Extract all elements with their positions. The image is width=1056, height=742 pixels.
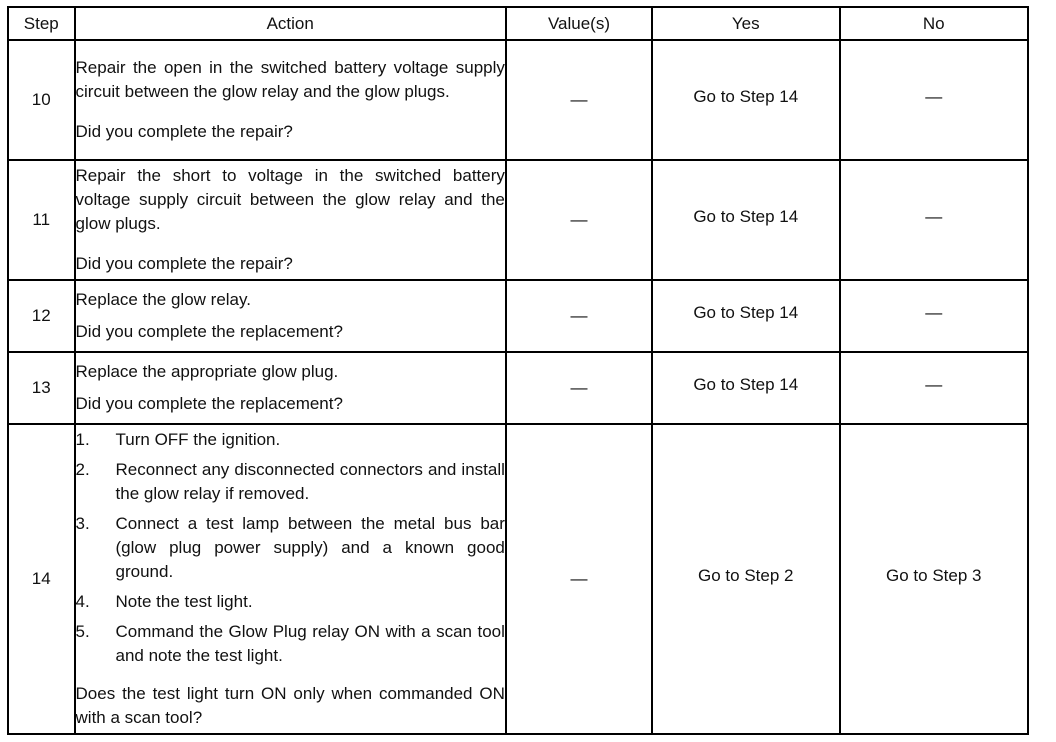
no-result: — bbox=[925, 87, 943, 106]
table-row bbox=[8, 40, 1028, 160]
header-action: Action bbox=[75, 7, 506, 40]
substep-number: 2. bbox=[75, 460, 90, 479]
header-yes: Yes bbox=[652, 7, 839, 40]
substep-text: Note the test light. bbox=[115, 592, 253, 611]
header-values: Value(s) bbox=[506, 7, 652, 40]
yes-cell bbox=[652, 280, 839, 352]
no-cell bbox=[840, 424, 1029, 734]
action-text: Replace the glow relay. bbox=[75, 290, 251, 309]
substep-text: Reconnect any disconnected connectors and install the glow relay if removed. bbox=[115, 460, 505, 503]
list-item bbox=[76, 458, 505, 506]
substep-number: 1. bbox=[75, 430, 90, 449]
no-cell bbox=[840, 280, 1029, 352]
no-result: Go to Step 3 bbox=[886, 566, 982, 585]
step-number: 11 bbox=[8, 160, 75, 280]
yes-result: Go to Step 2 bbox=[698, 566, 794, 585]
yes-result: Go to Step 14 bbox=[693, 207, 799, 226]
action-text: Repair the short to voltage in the switched battery voltage supply circuit between the glow relay and the glow plugs. bbox=[75, 166, 505, 233]
value-cell: — bbox=[506, 424, 652, 734]
yes-result: Go to Step 14 bbox=[693, 303, 799, 322]
header-no: No bbox=[840, 7, 1029, 40]
action-text: Replace the appropriate glow plug. bbox=[75, 362, 339, 381]
step-number: 13 bbox=[8, 352, 75, 424]
action-question: Did you complete the replacement? bbox=[75, 394, 343, 413]
substep-number: 5. bbox=[75, 622, 90, 641]
value-cell: — bbox=[506, 280, 652, 352]
yes-result: Go to Step 14 bbox=[693, 87, 799, 106]
no-result: — bbox=[925, 303, 943, 322]
no-result: — bbox=[925, 375, 943, 394]
yes-cell bbox=[652, 160, 839, 280]
yes-cell bbox=[652, 352, 839, 424]
diagnostic-table bbox=[7, 6, 1029, 735]
list-item bbox=[76, 620, 505, 668]
substep-list bbox=[76, 428, 505, 668]
header-step: Step bbox=[8, 7, 75, 40]
no-cell bbox=[840, 352, 1029, 424]
substep-text: Connect a test lamp between the metal bus bar (glow plug power supply) and a known good ground. bbox=[115, 514, 505, 581]
step-number: 12 bbox=[8, 280, 75, 352]
list-item bbox=[76, 590, 505, 614]
header-row bbox=[8, 7, 1028, 40]
step-number: 14 bbox=[8, 424, 75, 734]
no-result: — bbox=[925, 207, 943, 226]
substep-text: Command the Glow Plug relay ON with a scan tool and note the test light. bbox=[115, 622, 505, 665]
step-number: 10 bbox=[8, 40, 75, 160]
value-cell: — bbox=[506, 352, 652, 424]
action-cell bbox=[75, 160, 506, 280]
no-cell bbox=[840, 40, 1029, 160]
yes-cell bbox=[652, 424, 839, 734]
action-cell bbox=[75, 352, 506, 424]
action-cell bbox=[75, 40, 506, 160]
value-cell: — bbox=[506, 160, 652, 280]
substep-text: Turn OFF the ignition. bbox=[115, 430, 281, 449]
action-question: Does the test light turn ON only when commanded ON with a scan tool? bbox=[75, 684, 505, 727]
action-question: Did you complete the replacement? bbox=[75, 322, 343, 341]
table-row bbox=[8, 424, 1028, 734]
action-cell bbox=[75, 424, 506, 734]
substep-number: 3. bbox=[75, 514, 90, 533]
action-cell bbox=[75, 280, 506, 352]
action-question: Did you complete the repair? bbox=[75, 122, 293, 141]
list-item bbox=[76, 512, 505, 584]
action-question: Did you complete the repair? bbox=[75, 254, 293, 273]
table-row bbox=[8, 352, 1028, 424]
no-cell bbox=[840, 160, 1029, 280]
value-cell: — bbox=[506, 40, 652, 160]
list-item bbox=[76, 428, 505, 452]
table-row bbox=[8, 280, 1028, 352]
yes-cell bbox=[652, 40, 839, 160]
substep-number: 4. bbox=[75, 592, 90, 611]
table-row bbox=[8, 160, 1028, 280]
yes-result: Go to Step 14 bbox=[693, 375, 799, 394]
action-text: Repair the open in the switched battery voltage supply circuit between the glow relay and the glow plugs. bbox=[75, 58, 505, 101]
